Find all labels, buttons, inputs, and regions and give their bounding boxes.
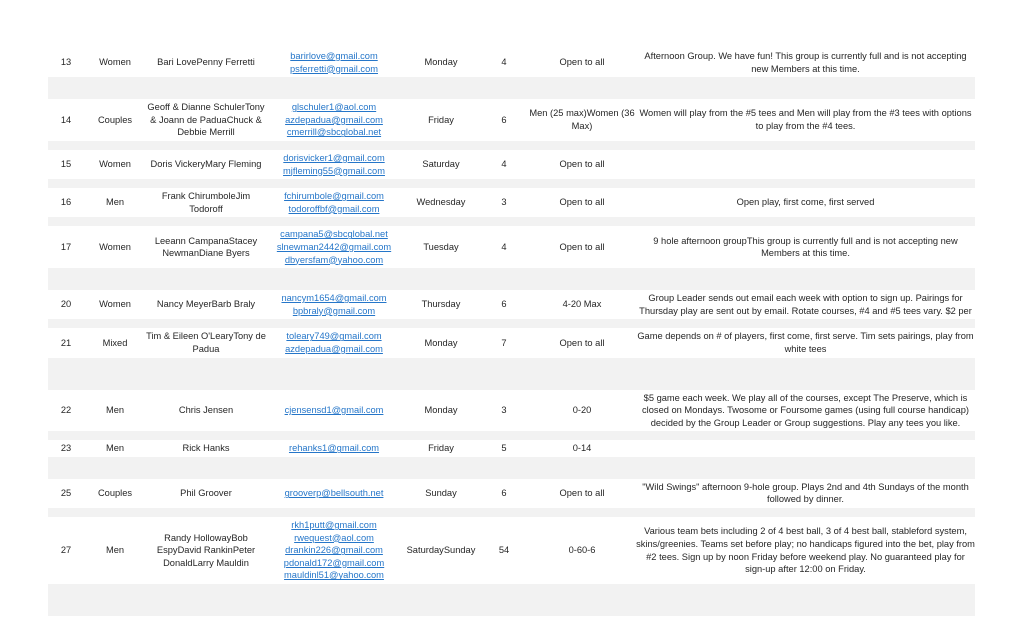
leader-name: Jim Todoroff [189,191,251,214]
play-day-line: Sunday [443,545,476,556]
email-link[interactable]: rwequest@aol.com [294,532,374,543]
email-link[interactable]: pdonald172@gmail.com [283,557,385,568]
player-count-line: 7 [501,337,507,348]
group-description-line [636,442,975,455]
player-count-line: 6 [501,299,507,310]
leader-name: Randy Holloway [164,532,232,543]
leader-name: Tony de Padua [192,331,266,354]
email-link[interactable]: mauldinl51@yahoo.com [284,570,384,581]
player-count-line: 6 [501,114,507,125]
email-link[interactable]: bpbraly@gmail.com [292,305,376,316]
handicap-limit-line: Open to all [559,159,605,170]
leader-name: Barb Braly [211,299,256,310]
group-description [636,440,975,457]
row-separator-band [48,431,975,440]
play-day-line: Monday [424,57,458,68]
play-day-line: Saturday [422,159,460,170]
play-day [402,48,480,77]
group-emails[interactable] [266,517,402,584]
handicap-limit-line: 4-20 Max [562,299,602,310]
group-leaders [146,99,266,141]
play-day [402,479,480,508]
play-day [402,99,480,141]
row-separator [48,457,975,479]
group-description-line: Women will play from the #5 tees and Men will play from the #3 tees with options to play from the #4 tees. [639,108,972,132]
group-description [636,48,975,77]
group-number: 15 [48,150,84,179]
leader-name: Penny Ferretti [196,57,255,68]
email-link[interactable]: azdepadua@gmail.com [285,343,383,354]
table-row [48,290,975,319]
leader-name: Rick Hanks [182,443,230,454]
email-link[interactable]: slnewman2442@gmail.com [276,241,392,252]
group-leaders [146,440,266,457]
table-row [48,48,975,77]
play-day-line: Friday [428,443,454,454]
play-day-line: Monday [424,405,458,416]
group-category: Couples [84,99,146,141]
group-description [636,290,975,319]
group-emails[interactable] [266,390,402,432]
group-emails[interactable] [266,48,402,77]
leader-name: Frank Chirumbole [161,191,236,202]
handicap-limit-line: 0-6 [582,545,596,556]
handicap-limit [528,290,636,319]
group-emails[interactable] [266,328,402,357]
table-row [48,188,975,217]
leader-name: Chris Jensen [178,405,234,416]
group-emails[interactable] [266,188,402,217]
play-day [402,440,480,457]
player-count [480,517,528,584]
row-separator-band [48,217,975,226]
group-number: 20 [48,290,84,319]
email-link[interactable]: drankin226@gmail.com [285,545,383,556]
handicap-limit [528,479,636,508]
group-number: 23 [48,440,84,457]
group-description-line: "Wild Swings" afternoon 9-hole group. Plays 2nd and 4th Sundays of the month followed by dinner. [642,481,969,505]
row-separator-band [48,508,975,517]
row-separator [48,179,975,188]
email-link[interactable]: todoroffbf@gmail.com [288,203,380,214]
play-day-line: Monday [424,337,458,348]
group-description-line: Various team bets including 2 of 4 best ball, 3 of 4 best ball, stableford system, skins/greenies. Teams set before play; no handicaps figured into the bet, play from #2 tees. Sign up by noon Friday before weekend play. No guaranteed play for sign-up after 12:00 on Friday. [636,526,975,575]
group-description-line: Group Leader sends out email each week with option to sign up. Pairings for Thursday play are sent out by email. Rotate courses, #4 and #5 tees vary. $2 per [639,293,972,316]
player-count [480,188,528,217]
play-day [402,517,480,584]
group-category: Mixed [84,328,146,357]
row-separator-band [48,141,975,150]
handicap-limit-line: Women (36 Max) [571,108,635,132]
email-link[interactable]: dbyersfam@yahoo.com [284,254,384,265]
handicap-limit-line: Men (25 max) [529,108,587,119]
handicap-limit-line: Open to all [559,241,605,252]
player-count [480,328,528,357]
row-separator-band [48,457,975,479]
table-row [48,440,975,457]
play-day [402,150,480,179]
group-category: Men [84,440,146,457]
leader-name: Geoff & Dianne Schuler [147,102,245,113]
group-description [636,328,975,357]
handicap-limit [528,440,636,457]
leader-name: Tony & Joann de Padua [150,102,265,125]
email-link[interactable]: mjfleming55@gmail.com [283,165,385,176]
leader-name: Chuck & Debbie Merrill [177,114,262,138]
group-description-line: This group is currently full and is not accepting new Members at this time. [746,235,958,259]
player-count-line: 4 [504,545,510,556]
group-description [636,479,975,508]
group-description [636,150,975,179]
player-count [480,290,528,319]
play-day-line: Wednesday [416,197,466,208]
player-count [480,150,528,179]
group-emails[interactable] [266,226,402,268]
email-link[interactable]: rkh1putt@gmail.com [291,520,377,531]
player-count [480,390,528,432]
group-emails[interactable] [266,479,402,508]
group-description-line: Open play, first come, first served [736,197,875,208]
group-emails[interactable] [266,290,402,319]
group-leaders [146,479,266,508]
play-day-line: Saturday [406,545,444,556]
leader-name: Tim & Eileen O'Leary [146,331,234,342]
group-leaders [146,226,266,268]
row-separator-band [48,77,975,99]
group-leaders [146,188,266,217]
player-count [480,440,528,457]
handicap-limit [528,48,636,77]
email-link[interactable]: glschuler1@aol.com [291,102,377,113]
group-description-line: Game depends on # of players, first come, first serve. Tim sets pairings, play from white tees [637,331,974,354]
player-count-line: 3 [501,197,507,208]
group-description [636,226,975,268]
leader-name: David Rankin [177,545,233,556]
group-category: Women [84,150,146,179]
email-link[interactable]: nancym1654@gmail.com [281,293,387,304]
group-description-line: $5 game each week. We play all of the courses, except The Preserve, which is closed on Mondays. Twosome or Foursome games (using full course handicap) decided by the Group Leader or Group suggestions. Play any tees you like. [642,392,969,428]
table-row [48,479,975,508]
leader-name: Mary Fleming [205,159,262,170]
group-category: Men [84,188,146,217]
group-leaders [146,290,266,319]
table-row [48,226,975,268]
row-separator [48,141,975,150]
row-separator [48,268,975,290]
player-count-line: 5 [501,443,507,454]
play-day-line: Sunday [425,488,457,499]
handicap-limit [528,188,636,217]
group-category: Men [84,390,146,432]
group-emails[interactable] [266,440,402,457]
group-description [636,390,975,432]
group-leaders [146,150,266,179]
leader-name: Bob Espy [156,532,248,556]
group-category: Men [84,517,146,584]
play-day [402,188,480,217]
email-link[interactable]: rehanks1@gmail.com [288,443,380,454]
row-separator [48,358,975,390]
group-description [636,188,975,217]
group-number: 27 [48,517,84,584]
group-category: Couples [84,479,146,508]
group-description [636,99,975,141]
handicap-limit [528,517,636,584]
group-number: 21 [48,328,84,357]
group-number: 16 [48,188,84,217]
player-count [480,99,528,141]
row-separator [48,217,975,226]
play-day-line: Thursday [421,299,461,310]
group-leaders [146,328,266,357]
row-separator [48,431,975,440]
email-link[interactable]: toleary749@gmail.com [286,331,382,342]
player-count [480,48,528,77]
player-count-line: 5 [498,545,504,556]
player-count-line: 6 [501,488,507,499]
group-emails[interactable] [266,99,402,141]
table-row [48,328,975,357]
handicap-limit [528,390,636,432]
row-separator-band [48,319,975,328]
group-category: Women [84,226,146,268]
row-separator [48,77,975,99]
play-day [402,290,480,319]
play-day-line: Friday [428,114,454,125]
group-description [636,517,975,584]
group-leaders [146,48,266,77]
handicap-limit [528,328,636,357]
email-link[interactable]: cmerrill@sbcglobal.net [286,127,382,138]
handicap-limit-line: Open to all [559,337,605,348]
group-number: 17 [48,226,84,268]
row-separator [48,584,975,616]
player-count-line: 3 [501,405,507,416]
handicap-limit-line: Open to all [559,57,605,68]
group-description-line: Afternoon Group. We have fun! This group is currently full and is not accepting new Members at this time. [644,51,967,74]
table-row [48,99,975,141]
handicap-limit-line: 0-20 [572,405,592,416]
handicap-limit [528,99,636,141]
leader-name: Nancy Meyer [156,299,212,310]
email-link[interactable]: psferretti@gmail.com [290,63,378,74]
row-separator-band [48,584,975,616]
leader-name: Leeann Campana [154,235,229,246]
email-link[interactable]: cjensensd1@gmail.com [284,405,384,416]
leader-name: Peter Donald [163,545,256,568]
group-description-line: 9 hole afternoon group [653,235,747,246]
row-separator-band [48,268,975,290]
group-number: 25 [48,479,84,508]
table-row [48,390,975,432]
leader-name: Diane Byers [199,248,250,259]
email-link[interactable]: campana5@sbcglobal.net [280,229,388,240]
handicap-limit-line: 0-14 [572,443,592,454]
player-count [480,479,528,508]
group-leaders [146,390,266,432]
group-number: 22 [48,390,84,432]
handicap-limit-line: 0-6 [568,545,582,556]
leader-name: Stacey Newman [162,235,258,259]
play-day-line: Tuesday [423,241,459,252]
email-link[interactable]: fchirumbole@gmail.com [284,191,384,202]
group-category: Women [84,290,146,319]
group-number: 14 [48,99,84,141]
player-count [480,226,528,268]
row-separator-band [48,179,975,188]
golf-groups-table [48,48,975,616]
group-description-line [636,158,975,171]
email-link[interactable]: grooverp@bellsouth.net [284,488,384,499]
table-body [48,48,975,616]
group-category: Women [84,48,146,77]
table-row [48,150,975,179]
handicap-limit-line: Open to all [559,488,605,499]
row-separator-band [48,358,975,390]
handicap-limit-line: Open to all [559,197,605,208]
play-day [402,390,480,432]
leader-name: Larry Mauldin [192,557,249,568]
email-link[interactable]: dorisvicker1@gmail.com [283,152,385,163]
email-link[interactable]: azdepadua@gmail.com [285,114,383,125]
handicap-limit [528,150,636,179]
play-day [402,328,480,357]
row-separator [48,319,975,328]
email-link[interactable]: barirlove@gmail.com [290,51,378,61]
leader-name: Doris Vickery [150,159,206,170]
row-separator [48,508,975,517]
leader-name: Phil Groover [180,488,232,499]
group-number: 13 [48,48,84,77]
play-day [402,226,480,268]
group-leaders [146,517,266,584]
handicap-limit [528,226,636,268]
player-count-line: 4 [501,159,507,170]
player-count-line: 4 [501,57,507,68]
player-count-line: 4 [501,241,507,252]
group-emails[interactable] [266,150,402,179]
leader-name: Bari Love [157,57,197,68]
table-row [48,517,975,584]
